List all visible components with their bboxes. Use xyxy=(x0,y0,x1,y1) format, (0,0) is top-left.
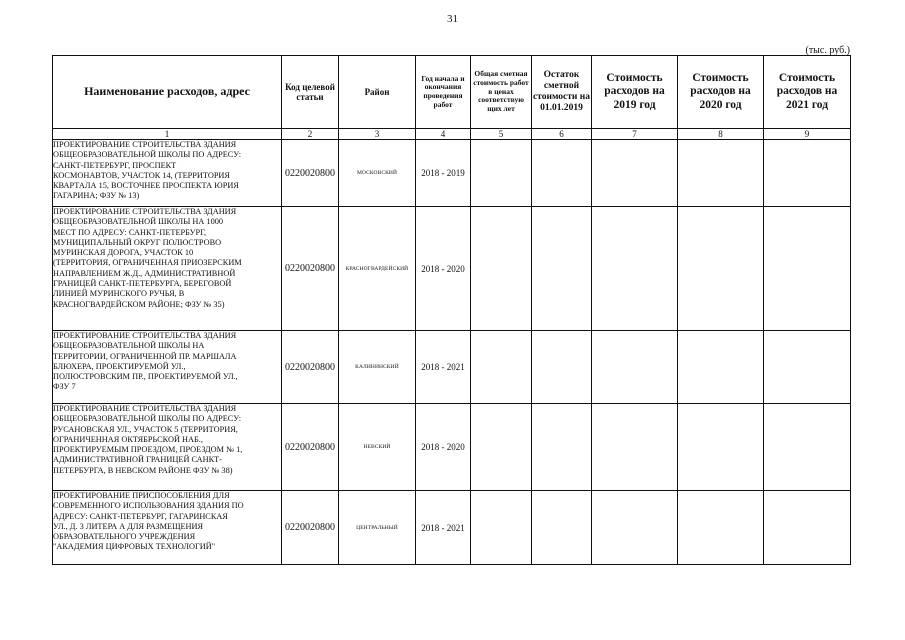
header-cost-2019: Стоимость расходов на 2019 год xyxy=(592,56,678,129)
row-period: 2018 - 2019 xyxy=(416,140,471,207)
budget-table xyxy=(52,55,851,565)
row-cost-2019 xyxy=(592,491,678,565)
table-row xyxy=(53,140,851,207)
header-row xyxy=(53,56,851,129)
row-cost-2020 xyxy=(678,491,764,565)
row-name: ПРОЕКТИРОВАНИЕ СТРОИТЕЛЬСТВА ЗДАНИЯ ОБЩЕОБРАЗОВАТЕЛЬНОЙ ШКОЛЫ НА ТЕРРИТОРИИ, ОГРАНИЧЕННОЙ ПР. МАРШАЛА БЛЮХЕРА, ПРОЕКТИРУЕМОЙ УЛ., ПОЛЮСТРОВСКИМ ПР., ПРОЕКТИРУЕМОЙ УЛ., ФЗУ 7 xyxy=(53,331,282,404)
row-cost-2021 xyxy=(764,140,851,207)
row-remainder xyxy=(532,207,592,331)
row-district: МОСКОВСКИЙ xyxy=(339,140,416,207)
row-code: 0220020800 xyxy=(282,491,339,565)
header-period: Год начала и окончания проведения работ xyxy=(416,56,471,129)
row-name: ПРОЕКТИРОВАНИЕ СТРОИТЕЛЬСТВА ЗДАНИЯ ОБЩЕОБРАЗОВАТЕЛЬНОЙ ШКОЛЫ НА 1000 МЕСТ ПО АДРЕСУ: САНКТ-ПЕТЕРБУРГ, МУНИЦИПАЛЬНЫЙ ОКРУГ ПОЛЮСТРОВО МУРИНСКАЯ ДОРОГА, УЧАСТОК 10 (ТЕРРИТОРИЯ, ОГРАНИЧЕННАЯ ПРИОЗЕРСКИМ НАПРАВЛЕНИЕМ Ж.Д., АДМИНИСТРАТИВНОЙ ГРАНИЦЕЙ САНКТ-ПЕТЕРБУРГА, БЕРЕГОВОЙ ЛИНИЕЙ МУРИНСКОГО РУЧЬЯ, В КРАСНОГВАРДЕЙСКОМ РАЙОНЕ; ФЗУ № 35) xyxy=(53,207,282,331)
column-number: 4 xyxy=(416,129,471,140)
table-row xyxy=(53,207,851,331)
row-cost-2021 xyxy=(764,207,851,331)
header-cost-2021: Стоимость расходов на 2021 год xyxy=(764,56,851,129)
column-number: 5 xyxy=(471,129,532,140)
row-code: 0220020800 xyxy=(282,140,339,207)
row-cost-2020 xyxy=(678,140,764,207)
row-district: КАЛИНИНСКИЙ xyxy=(339,331,416,404)
header-district: Район xyxy=(339,56,416,129)
header-name: Наименование расходов, адрес xyxy=(53,56,282,129)
column-number: 6 xyxy=(532,129,592,140)
column-number: 3 xyxy=(339,129,416,140)
table-row xyxy=(53,491,851,565)
row-cost-2019 xyxy=(592,140,678,207)
table-row xyxy=(53,331,851,404)
units-label: (тыс. руб.) xyxy=(805,45,850,56)
row-cost-2020 xyxy=(678,404,764,491)
row-cost-2021 xyxy=(764,404,851,491)
row-remainder xyxy=(532,404,592,491)
row-period: 2018 - 2021 xyxy=(416,491,471,565)
header-remainder: Остаток сметной стоимости на 01.01.2019 xyxy=(532,56,592,129)
column-number-row xyxy=(53,129,851,140)
row-code: 0220020800 xyxy=(282,207,339,331)
row-estimate xyxy=(471,331,532,404)
row-cost-2020 xyxy=(678,207,764,331)
row-estimate xyxy=(471,207,532,331)
row-cost-2021 xyxy=(764,331,851,404)
column-number: 1 xyxy=(53,129,282,140)
column-number: 8 xyxy=(678,129,764,140)
row-name: ПРОЕКТИРОВАНИЕ СТРОИТЕЛЬСТВА ЗДАНИЯ ОБЩЕОБРАЗОВАТЕЛЬНОЙ ШКОЛЫ ПО АДРЕСУ: САНКТ-ПЕТЕРБУРГ, ПРОСПЕКТ КОСМОНАВТОВ, УЧАСТОК 14, (ТЕРРИТОРИЯ КВАРТАЛА 15, ВОСТОЧНЕЕ ПРОСПЕКТА ЮРИЯ ГАГАРИНА; ФЗУ № 13) xyxy=(53,140,282,207)
row-cost-2020 xyxy=(678,331,764,404)
row-district: ЦЕНТРАЛЬНЫЙ xyxy=(339,491,416,565)
table-row xyxy=(53,404,851,491)
row-code: 0220020800 xyxy=(282,404,339,491)
column-number: 2 xyxy=(282,129,339,140)
row-code: 0220020800 xyxy=(282,331,339,404)
row-estimate xyxy=(471,404,532,491)
header-cost-2020: Стоимость расходов на 2020 год xyxy=(678,56,764,129)
header-code: Код целевой статьи xyxy=(282,56,339,129)
row-remainder xyxy=(532,140,592,207)
row-period: 2018 - 2020 xyxy=(416,404,471,491)
row-name: ПРОЕКТИРОВАНИЕ ПРИСПОСОБЛЕНИЯ ДЛЯ СОВРЕМЕННОГО ИСПОЛЬЗОВАНИЯ ЗДАНИЯ ПО АДРЕСУ: САНКТ-ПЕТЕРБУРГ, ГАГАРИНСКАЯ УЛ., Д. 3 ЛИТЕРА А ДЛЯ РАЗМЕЩЕНИЯ ОБРАЗОВАТЕЛЬНОГО УЧРЕЖДЕНИЯ "АКАДЕМИЯ ЦИФРОВЫХ ТЕХНОЛОГИЙ" xyxy=(53,491,282,565)
header-estimate: Общая сметная стоимость работ в ценах соответствую щих лет xyxy=(471,56,532,129)
row-cost-2019 xyxy=(592,404,678,491)
row-estimate xyxy=(471,491,532,565)
row-district: КРАСНОГВАРДЕЙСКИЙ xyxy=(339,207,416,331)
row-name: ПРОЕКТИРОВАНИЕ СТРОИТЕЛЬСТВА ЗДАНИЯ ОБЩЕОБРАЗОВАТЕЛЬНОЙ ШКОЛЫ ПО АДРЕСУ: РУСАНОВСКАЯ УЛ., УЧАСТОК 5 (ТЕРРИТОРИЯ, ОГРАНИЧЕННАЯ ОКТЯБРЬСКОЙ НАБ., ПРОЕКТИРУЕМЫМ ПРОЕЗДОМ, ПРОЕЗДОМ № 1, АДМИНИСТРАТИВНОЙ ГРАНИЦЕЙ САНКТ- ПЕТЕРБУРГА, В НЕВСКОМ РАЙОНЕ ФЗУ № 38) xyxy=(53,404,282,491)
row-district: НЕВСКИЙ xyxy=(339,404,416,491)
column-number: 9 xyxy=(764,129,851,140)
row-cost-2021 xyxy=(764,491,851,565)
row-remainder xyxy=(532,331,592,404)
row-estimate xyxy=(471,140,532,207)
row-remainder xyxy=(532,491,592,565)
row-period: 2018 - 2020 xyxy=(416,207,471,331)
column-number: 7 xyxy=(592,129,678,140)
page-number: 31 xyxy=(447,13,458,25)
row-cost-2019 xyxy=(592,207,678,331)
row-cost-2019 xyxy=(592,331,678,404)
row-period: 2018 - 2021 xyxy=(416,331,471,404)
